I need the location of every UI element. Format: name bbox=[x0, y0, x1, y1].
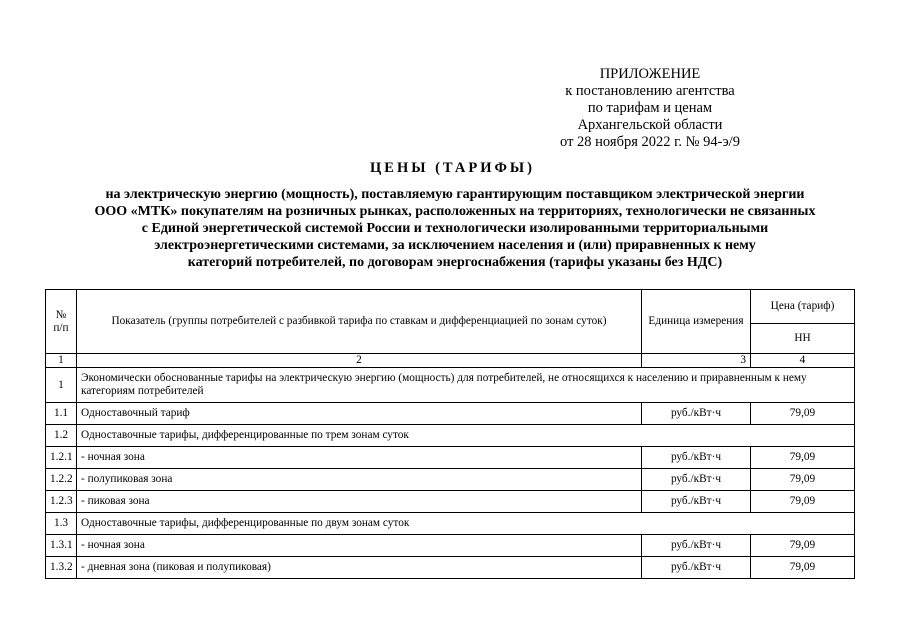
appendix-line: от 28 ноября 2022 г. № 94-э/9 bbox=[560, 134, 740, 150]
row-number: 1.3 bbox=[46, 513, 77, 535]
row-indicator: - пиковая зона bbox=[77, 491, 642, 513]
row-indicator: - ночная зона bbox=[77, 535, 642, 557]
row-number: 1.2.3 bbox=[46, 491, 77, 513]
header-price-voltage: НН bbox=[751, 324, 855, 354]
row-price: 79,09 bbox=[751, 557, 855, 579]
row-unit: руб./кВт·ч bbox=[642, 403, 751, 425]
column-index: 2 bbox=[77, 354, 642, 368]
row-number: 1 bbox=[46, 368, 77, 403]
row-number: 1.1 bbox=[46, 403, 77, 425]
subtitle-line: на электрическую энергию (мощность), поставляемую гарантирующим поставщиком электрической энергии bbox=[105, 187, 805, 202]
document-subtitle bbox=[30, 186, 880, 271]
row-indicator: - полупиковая зона bbox=[77, 469, 642, 491]
row-price: 79,09 bbox=[751, 403, 855, 425]
row-indicator: - дневная зона (пиковая и полупиковая) bbox=[77, 557, 642, 579]
row-price: 79,09 bbox=[751, 447, 855, 469]
table-row bbox=[46, 491, 855, 513]
row-indicator: - ночная зона bbox=[77, 447, 642, 469]
subtitle-line: с Единой энергетической системой России и технологически изолированными территориальными bbox=[141, 221, 769, 236]
row-indicator: Экономически обоснованные тарифы на электрическую энергию (мощность) для потребителей, не относящихся к населению и приравненным к нему категориям потребителей bbox=[77, 368, 855, 403]
header-price: Цена (тариф) bbox=[751, 290, 855, 324]
row-unit: руб./кВт·ч bbox=[642, 447, 751, 469]
table-row bbox=[46, 469, 855, 491]
subtitle-line: категорий потребителей, по договорам энергоснабжения (тарифы указаны без НДС) bbox=[187, 255, 723, 270]
header-name: Показатель (группы потребителей с разбивкой тарифа по ставкам и дифференциацией по зонам суток) bbox=[77, 290, 642, 354]
column-index: 4 bbox=[751, 354, 855, 368]
subtitle-line: ООО «МТК» покупателям на розничных рынках, расположенных на территориях, технологически не связанных bbox=[94, 204, 816, 219]
row-number: 1.2 bbox=[46, 425, 77, 447]
table-row bbox=[46, 513, 855, 535]
header-unit: Единица измерения bbox=[642, 290, 751, 354]
row-price: 79,09 bbox=[751, 491, 855, 513]
column-index: 3 bbox=[642, 354, 751, 368]
document-title: ЦЕНЫ (ТАРИФЫ) bbox=[370, 160, 535, 176]
row-indicator: Одноставочный тариф bbox=[77, 403, 642, 425]
table-row bbox=[46, 447, 855, 469]
appendix-block bbox=[540, 66, 760, 151]
subtitle-line: электроэнергетическими системами, за исключением населения и (или) приравненных к нему bbox=[154, 238, 756, 253]
column-index: 1 bbox=[46, 354, 77, 368]
appendix-line: по тарифам и ценам bbox=[587, 100, 713, 116]
table-row bbox=[46, 368, 855, 403]
row-number: 1.2.2 bbox=[46, 469, 77, 491]
tariff-table bbox=[45, 289, 855, 579]
appendix-line: к постановлению агентства bbox=[565, 83, 735, 99]
header-num: № п/п bbox=[46, 290, 77, 354]
table-header-row bbox=[46, 290, 855, 324]
appendix-line: ПРИЛОЖЕНИЕ bbox=[599, 66, 701, 82]
table-row bbox=[46, 425, 855, 447]
row-indicator: Одноставочные тарифы, дифференцированные по трем зонам суток bbox=[77, 425, 855, 447]
row-unit: руб./кВт·ч bbox=[642, 491, 751, 513]
row-price: 79,09 bbox=[751, 469, 855, 491]
row-price: 79,09 bbox=[751, 535, 855, 557]
appendix-line: Архангельской области bbox=[577, 117, 723, 133]
row-unit: руб./кВт·ч bbox=[642, 535, 751, 557]
row-number: 1.2.1 bbox=[46, 447, 77, 469]
row-indicator: Одноставочные тарифы, дифференцированные по двум зонам суток bbox=[77, 513, 855, 535]
table-row bbox=[46, 557, 855, 579]
row-number: 1.3.1 bbox=[46, 535, 77, 557]
table-row bbox=[46, 535, 855, 557]
row-unit: руб./кВт·ч bbox=[642, 469, 751, 491]
column-index-row bbox=[46, 354, 855, 368]
table-row bbox=[46, 403, 855, 425]
row-unit: руб./кВт·ч bbox=[642, 557, 751, 579]
row-number: 1.3.2 bbox=[46, 557, 77, 579]
